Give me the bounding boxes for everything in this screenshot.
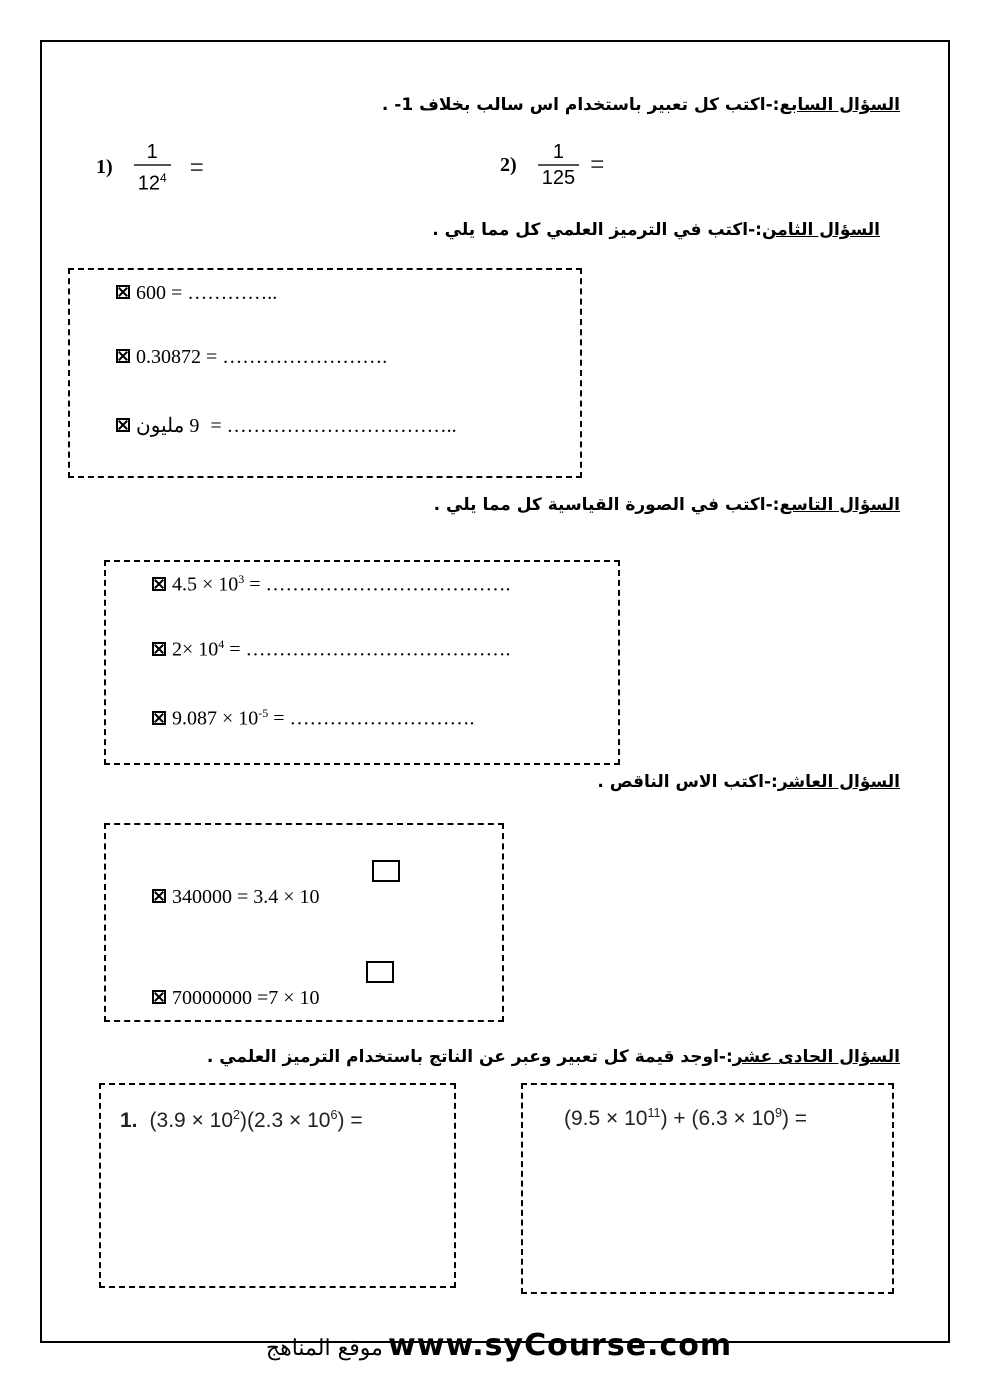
checkbox-icon xyxy=(116,349,130,363)
q7-item-2-denominator: 125 xyxy=(541,167,576,189)
q7-item-1-fraction xyxy=(134,140,171,196)
question-8-text: :-اكتب في الترميز العلمي كل مما يلي . xyxy=(432,220,762,240)
question-9-label: السؤال التاسع xyxy=(779,495,900,515)
question-8-label: السؤال الثامن xyxy=(761,220,880,240)
q7-item-1-number: 1) xyxy=(96,156,113,179)
checkbox-icon xyxy=(152,711,166,725)
q7-item-2-fraction xyxy=(538,140,579,190)
checkbox-icon xyxy=(116,285,130,299)
q8-item-1: 600 = ………….. xyxy=(116,282,277,305)
q7-item-2-equals: = xyxy=(590,151,605,178)
checkbox-icon xyxy=(152,889,166,903)
q7-item-1-equals: = xyxy=(189,153,204,181)
footer-watermark xyxy=(0,1328,992,1363)
q7-item-1-numerator: 1 xyxy=(134,140,171,166)
q10-item-1: 340000 = 3.4 × 10 xyxy=(152,886,320,909)
checkbox-icon xyxy=(152,990,166,1004)
question-11-text: :-اوجد قيمة كل تعبير وعبر عن الناتج باستخدام الترميز العلمي . xyxy=(206,1047,733,1067)
q9-item-3: $9.087 \times 10^{-5}$ = ………………………. xyxy=(152,706,475,731)
q8-item-3: 9 مليون = …………………………….. xyxy=(116,413,457,438)
footer-url[interactable]: www.syCourse.com xyxy=(388,1328,733,1363)
q7-item-1 xyxy=(96,140,204,196)
q7-item-1-denominator: $12^4$ xyxy=(137,171,167,195)
question-9-heading xyxy=(434,495,900,515)
q10-exponent-blank-1[interactable] xyxy=(372,860,400,882)
q9-item-1: $4.5 \times 10^3$ = ………………………………. xyxy=(152,572,511,597)
question-10-text: :-اكتب الاس الناقص . xyxy=(597,772,778,792)
q7-item-2-numerator: 1 xyxy=(538,140,579,166)
q11-expression-2: $(9.5 \times 10^{11}) + (6.3 \times 10^9)$ = xyxy=(564,1106,808,1130)
checkbox-icon xyxy=(152,577,166,591)
checkbox-icon xyxy=(116,418,130,432)
q8-item-3-value: 9 مليون xyxy=(136,415,200,437)
question-7-heading xyxy=(382,95,900,115)
q11-expression-1: 1. $(3.9 \times 10^2)(2.3 \times 10^6)$ = xyxy=(120,1108,363,1132)
q9-item-2: $2\times 10^4$ = …………………………………. xyxy=(152,637,511,662)
question-8-heading xyxy=(432,220,880,240)
question-7-text: :-اكتب كل تعبير باستخدام اس سالب بخلاف 1- . xyxy=(381,95,780,115)
q7-item-2-number: 2) xyxy=(500,153,517,176)
checkbox-icon xyxy=(152,642,166,656)
question-10-heading xyxy=(597,772,900,792)
q8-item-2: 0.30872 = ……………………. xyxy=(116,346,387,369)
question-11-heading xyxy=(207,1047,900,1067)
question-10-label: السؤال العاشر xyxy=(777,772,900,792)
question-7-label: السؤال السابع xyxy=(779,95,900,115)
q10-item-2: 70000000 =7 × 10 xyxy=(152,987,320,1010)
footer-site-name: موقع المناهج xyxy=(265,1336,383,1361)
q10-exponent-blank-2[interactable] xyxy=(366,961,394,983)
question-9-text: :-اكتب في الصورة القياسية كل مما يلي . xyxy=(433,495,780,515)
question-11-label: السؤال الحادى عشر xyxy=(732,1047,900,1067)
q7-item-2 xyxy=(500,140,604,190)
